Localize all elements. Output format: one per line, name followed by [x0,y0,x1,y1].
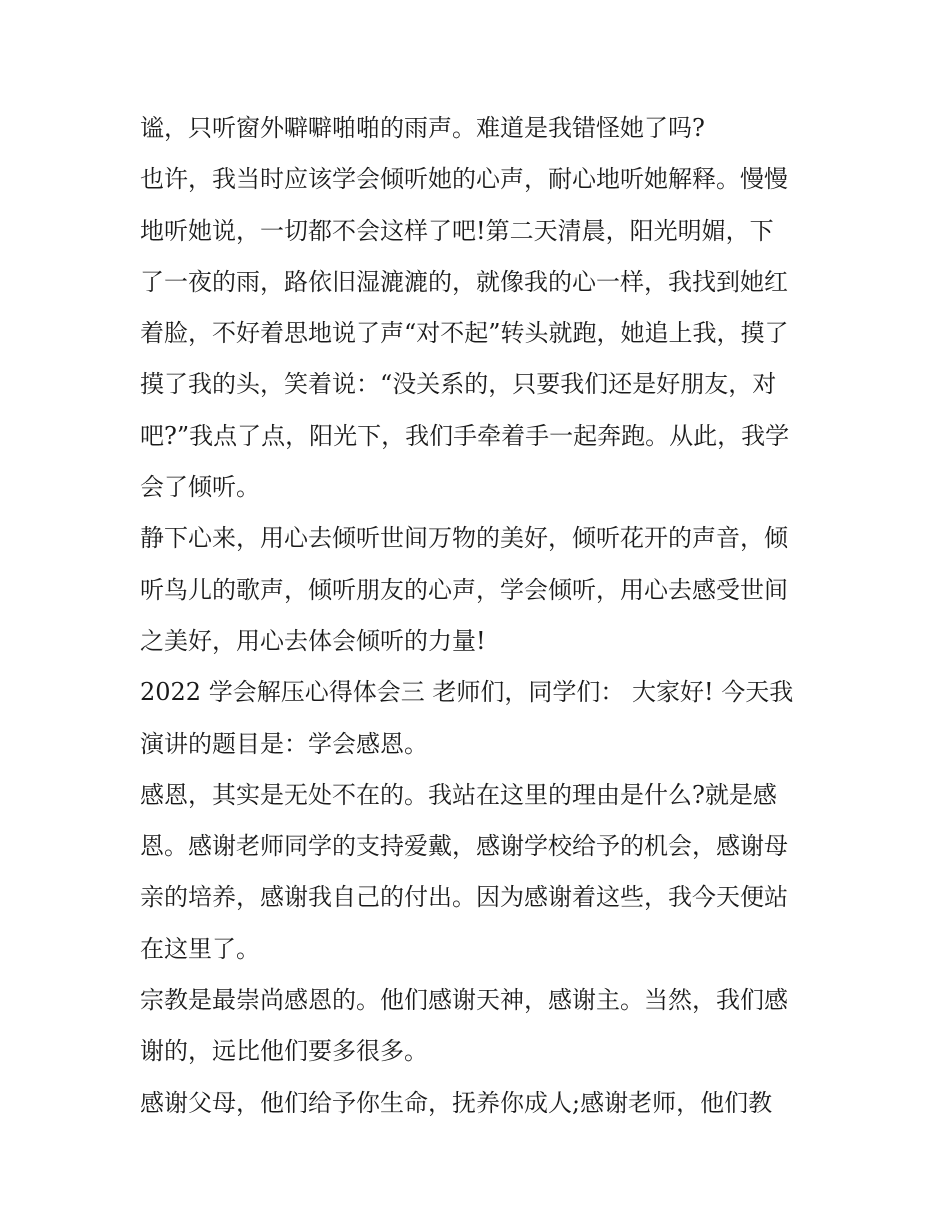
text-line: 摸了我的头，笑着说：“没关系的，只要我们还是好朋友，对 [140,370,777,399]
text-line: 吧?”我点了点，阳光下，我们手牵着手一起奔跑。从此，我学 [140,421,790,450]
text-line: 恩。感谢老师同学的支持爱戴，感谢学校给予的机会，感谢母 [140,832,788,861]
text-line: 了一夜的雨，路依旧湿漉漉的，就像我的心一样，我找到她红 [140,267,788,296]
text-line: 感谢父母，他们给予你生命，抚养你成人;感谢老师，他们教 [140,1088,773,1117]
body-text [140,103,814,1129]
text-line: 亲的培养，感谢我自己的付出。因为感谢着这些，我今天便站 [140,883,788,912]
text-line: 地听她说，一切都不会这样了吧!第二天清晨，阳光明媚，下 [140,216,774,245]
text-line: 着脸，不好着思地说了声“对不起”转头就跑，她追上我，摸了 [140,319,789,348]
text-line: 也许，我当时应该学会倾听她的心声，耐心地听她解释。慢慢 [140,165,788,194]
text-line: 宗教是最崇尚感恩的。他们感谢天神，感谢主。当然，我们感 [140,986,788,1015]
text-line: 听鸟儿的歌声，倾听朋友的心声，学会倾听，用心去感受世间 [140,575,788,604]
text-line: 静下心来，用心去倾听世间万物的美好，倾听花开的声音，倾 [140,524,788,553]
text-line: 之美好，用心去体会倾听的力量! [140,626,486,655]
text-line: 谢的，远比他们要多很多。 [140,1037,428,1066]
text-line: 演讲的题目是：学会感恩。 [140,729,428,758]
text-line: 谧，只听窗外噼噼啪啪的雨声。难道是我错怪她了吗? [140,114,705,142]
text-line: 感恩，其实是无处不在的。我站在这里的理由是什么?就是感 [140,780,777,809]
text-line: 会了倾听。 [140,473,260,502]
text-line: 在这里了。 [140,934,260,963]
text-line: 2022 学会解压心得体会三 老师们，同学们： 大家好! 今天我 [140,678,794,707]
